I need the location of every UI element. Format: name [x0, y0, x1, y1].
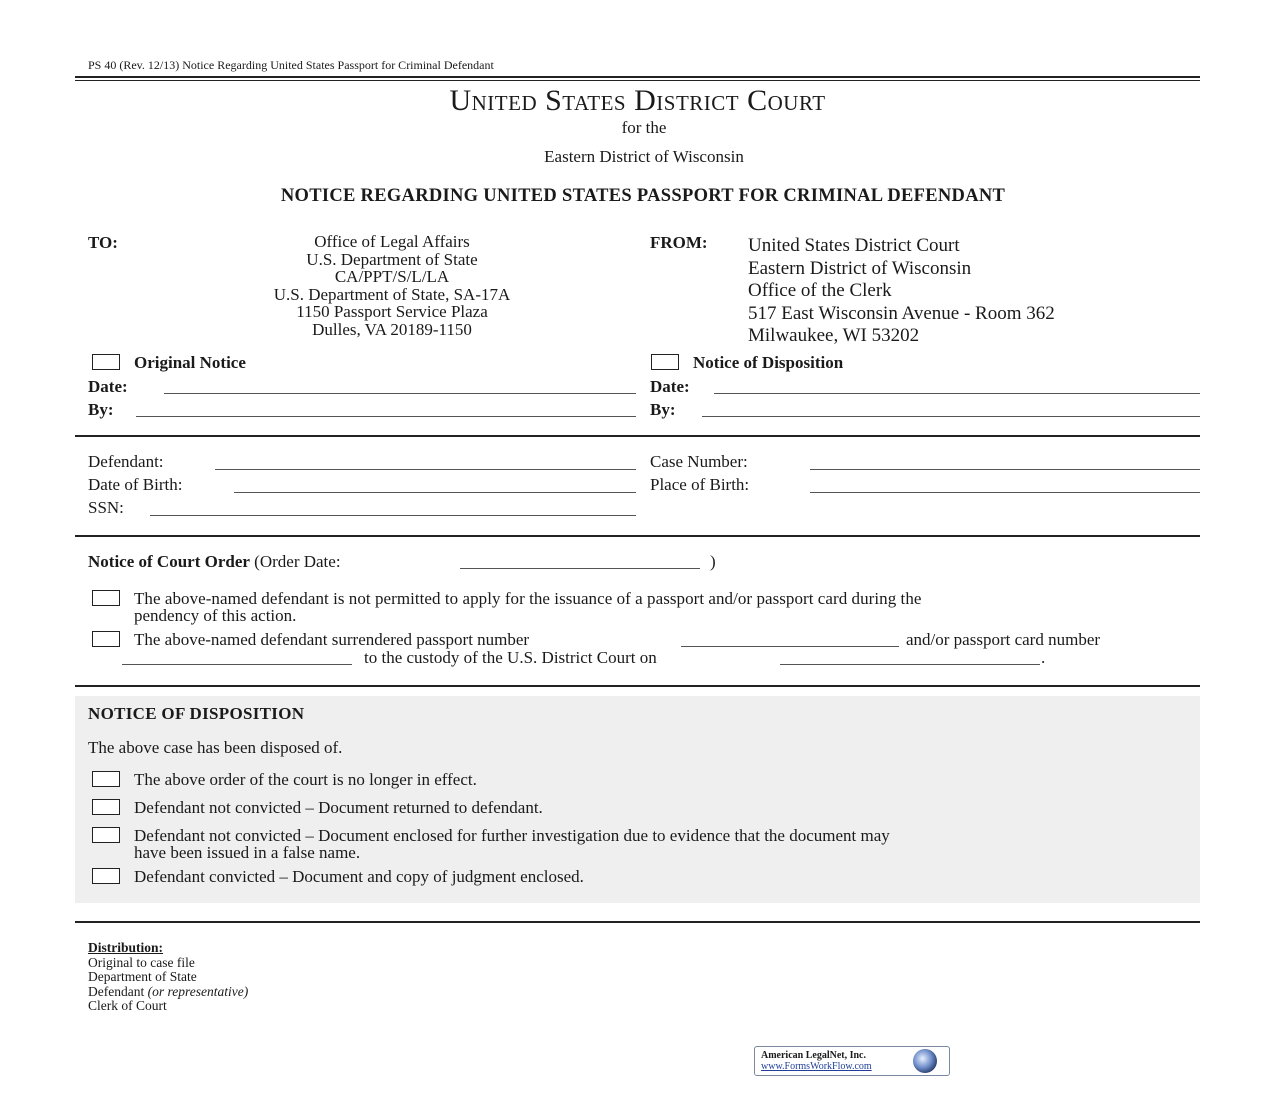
dob-label: Date of Birth: — [88, 475, 183, 494]
original-notice-label: Original Notice — [134, 353, 246, 372]
court-district: Eastern District of Wisconsin — [544, 147, 744, 166]
court-order-label: Notice of Court Order — [88, 552, 250, 571]
order-date-field[interactable] — [460, 568, 700, 569]
defendant-field[interactable] — [215, 469, 636, 470]
original-date-field[interactable] — [164, 393, 636, 394]
distribution-defendant-note: (or representative) — [147, 983, 249, 999]
to-line: U.S. Department of State — [306, 249, 478, 269]
to-line: 1150 Passport Service Plaza — [296, 302, 488, 322]
surrendered-checkbox[interactable] — [92, 631, 120, 647]
from-line: Milwaukee, WI 53202 — [748, 325, 920, 347]
order-not-in-effect-checkbox[interactable] — [92, 771, 120, 787]
original-by-label: By: — [88, 400, 114, 419]
original-date-label: Date: — [88, 377, 128, 396]
original-by-field[interactable] — [136, 416, 636, 417]
section-divider — [75, 921, 1200, 923]
passport-number-field[interactable] — [681, 646, 899, 647]
footer-url[interactable]: www.FormsWorkFlow.com — [761, 1061, 872, 1072]
order-date-label: (Order Date: — [254, 552, 341, 571]
case-number-label: Case Number: — [650, 452, 748, 471]
distribution-line: Original to case file — [88, 954, 195, 970]
convicted-text: Defendant convicted – Document and copy of judgment enclosed. — [134, 867, 584, 886]
disposition-date-label: Date: — [650, 377, 690, 396]
surrendered-text-2: and/or passport card number — [906, 630, 1101, 649]
case-number-field[interactable] — [810, 469, 1200, 470]
distribution-line: Department of State — [88, 969, 197, 985]
section-divider — [75, 535, 1200, 537]
distribution-block — [88, 941, 248, 1014]
ssn-field[interactable] — [150, 515, 636, 516]
order-date-close: ) — [710, 552, 716, 571]
form-header: PS 40 (Rev. 12/13) Notice Regarding United States Passport for Criminal Defendant — [88, 58, 494, 72]
place-of-birth-label: Place of Birth: — [650, 475, 750, 494]
further-investigation-checkbox[interactable] — [92, 827, 120, 843]
surrendered-period: . — [1041, 648, 1046, 667]
disposition-by-label: By: — [650, 400, 676, 419]
globe-icon — [913, 1049, 937, 1073]
dob-field[interactable] — [234, 492, 636, 493]
footer-company: American LegalNet, Inc. — [761, 1050, 866, 1061]
ssn-label: SSN: — [88, 498, 124, 517]
to-line: Dulles, VA 20189-1150 — [312, 319, 472, 339]
distribution-line: Clerk of Court — [88, 998, 167, 1014]
disposition-heading: NOTICE OF DISPOSITION — [88, 704, 305, 723]
disposition-date-field[interactable] — [714, 393, 1200, 394]
section-divider — [75, 435, 1200, 437]
distribution-line — [88, 985, 248, 1000]
from-line: United States District Court — [748, 235, 960, 256]
from-label: FROM: — [650, 233, 708, 252]
to-line: Office of Legal Affairs — [314, 232, 470, 251]
from-line: Office of the Clerk — [748, 280, 892, 302]
further-investigation-text-1: Defendant not convicted – Document enclosed for further investigation due to evidence that the document may — [134, 826, 890, 845]
notice-of-disposition-label: Notice of Disposition — [693, 353, 844, 372]
original-notice-checkbox[interactable] — [92, 354, 120, 370]
from-line: 517 East Wisconsin Avenue - Room 362 — [748, 302, 1055, 324]
to-label: TO: — [88, 233, 118, 252]
court-for-the: for the — [621, 118, 667, 137]
passport-card-number-field[interactable] — [122, 664, 352, 665]
returned-to-defendant-text: Defendant not convicted – Document returned to defendant. — [134, 798, 543, 817]
header-rule-top — [75, 76, 1200, 78]
court-order-heading — [88, 552, 341, 572]
not-permitted-checkbox[interactable] — [92, 590, 120, 606]
not-permitted-text-1: The above-named defendant is not permitted to apply for the issuance of a passport and/or passport card during the — [134, 589, 922, 608]
from-address — [748, 235, 1055, 348]
distribution-defendant: Defendant — [88, 983, 145, 999]
order-not-in-effect-text: The above order of the court is no longer in effect. — [134, 770, 477, 789]
from-line: Eastern District of Wisconsin — [748, 257, 972, 279]
returned-to-defendant-checkbox[interactable] — [92, 799, 120, 815]
notice-title: NOTICE REGARDING UNITED STATES PASSPORT FOR CRIMINAL DEFENDANT — [280, 186, 1006, 206]
court-title: United States District Court — [449, 84, 826, 117]
footer-logo-box — [754, 1046, 950, 1076]
to-line: U.S. Department of State, SA-17A — [273, 284, 511, 304]
distribution-heading: Distribution: — [88, 940, 164, 955]
notice-of-disposition-checkbox[interactable] — [651, 354, 679, 370]
disposition-intro: The above case has been disposed of. — [88, 738, 343, 757]
convicted-checkbox[interactable] — [92, 868, 120, 884]
header-rule-bottom — [75, 80, 1200, 81]
place-of-birth-field[interactable] — [810, 492, 1200, 493]
surrendered-text-1: The above-named defendant surrendered passport number — [134, 630, 530, 649]
further-investigation-text-2: have been issued in a false name. — [134, 843, 361, 862]
to-address — [192, 233, 592, 339]
surrender-date-field[interactable] — [780, 664, 1040, 665]
not-permitted-text-2: pendency of this action. — [134, 606, 297, 625]
section-divider — [75, 685, 1200, 687]
to-line: CA/PPT/S/L/LA — [334, 267, 450, 287]
surrendered-text-3: to the custody of the U.S. District Court on — [364, 648, 657, 667]
disposition-by-field[interactable] — [702, 416, 1200, 417]
defendant-label: Defendant: — [88, 452, 164, 471]
